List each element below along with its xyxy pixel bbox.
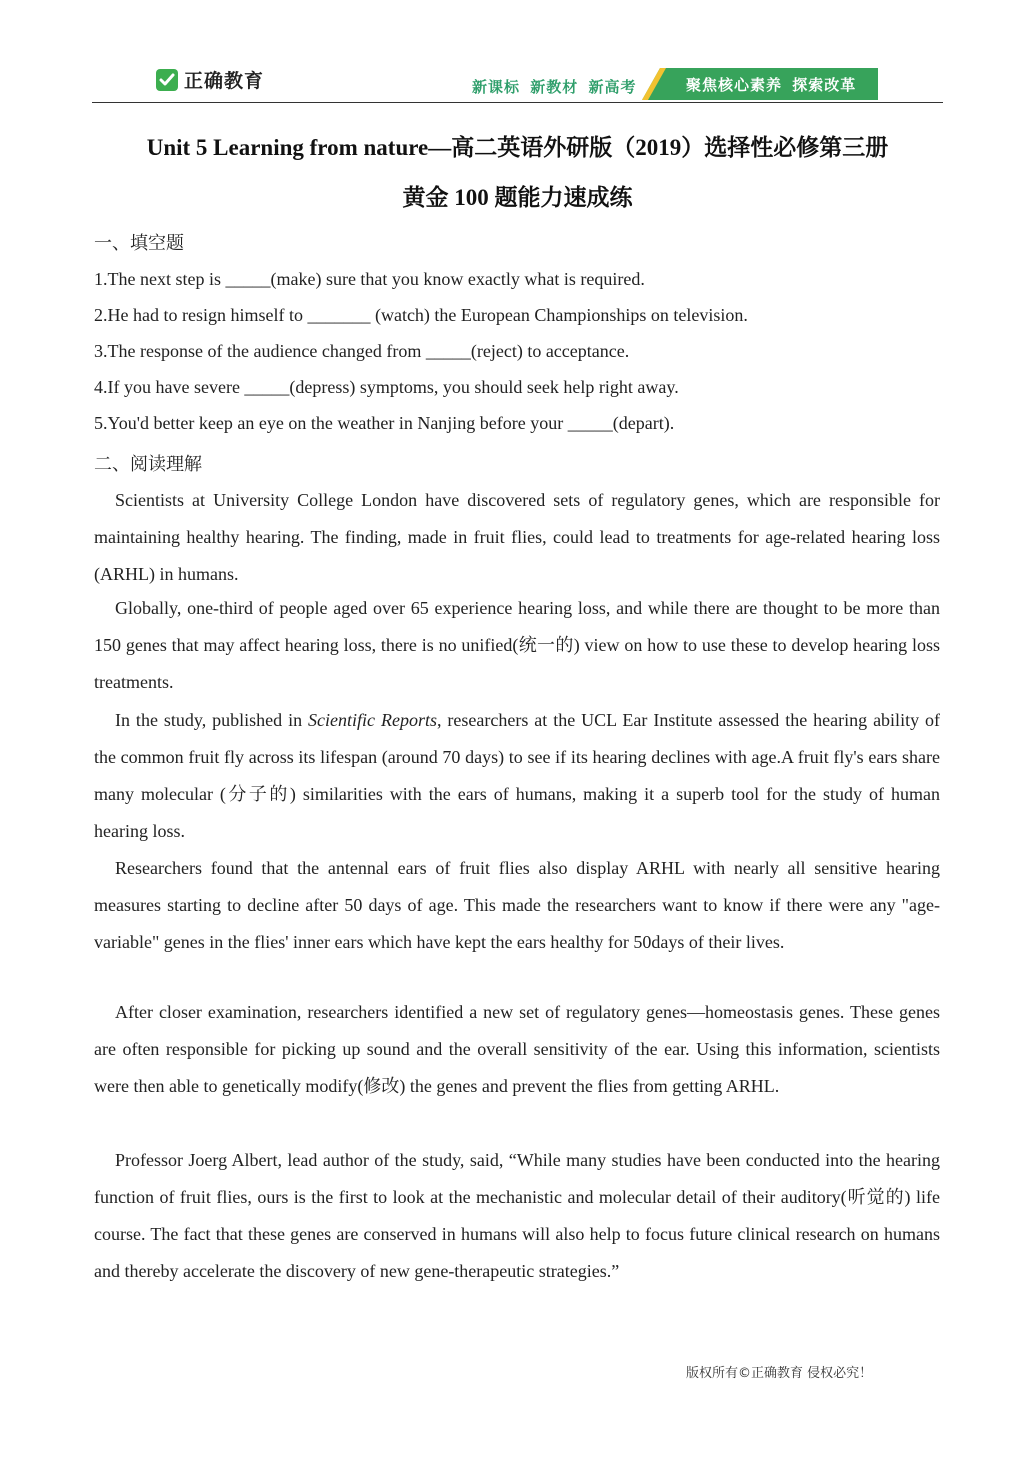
copyright-footer: 版权所有©正确教育 侵权必究！ [686,1366,873,1381]
reading-paragraph-5: After closer examination, researchers identified a new set of regulatory genes—homeostasis genes. These genes are often responsible for picking up sound and the overall sensitivity of the ear. Using this information, scientists were then able to genetically modify(修改) the genes and prevent the flies from getting ARHL. [94,1002,940,1096]
reading-paragraph-1: Scientists at University College London have discovered sets of regulatory genes, which are responsible for maintaining healthy hearing. The finding, made in fruit flies, could lead to treatments for age-related hearing loss (ARHL) in humans. [94,490,940,584]
question-4: 4.If you have severe _____(depress) symptoms, you should seek help right away. [94,377,679,397]
document-subtitle: 黄金 100 题能力速成练 [402,185,633,210]
slogan-banner [642,68,878,100]
journal-name: Scientific Reports [308,710,437,730]
page-header [92,62,943,104]
section-heading-fill-blank: 一、填空题 [94,233,184,253]
question-3: 3.The response of the audience changed from _____(reject) to acceptance. [94,341,630,361]
question-5: 5.You'd better keep an eye on the weather in Nanjing before your _____(depart). [94,413,675,433]
slogan-left: 新课标 新教材 新高考 [472,78,637,96]
reading-paragraph-4: Researchers found that the antennal ears of fruit flies also display ARHL with nearly all sensitive hearing measures starting to decline after 50 days of age. This made the researchers want to know if there were any "age-variable" genes in the flies' inner ears which have kept the ears healthy for 50days of their lives. [94,858,940,952]
reading-paragraph-3: In the study, published in Scientific Reports, researchers at the UCL Ear Institute assessed the hearing ability of the common fruit fly across its lifespan (around 70 days) to see if its hearing declines with age.A fruit fly's ears share many molecular (分子的) similarities with the ears of humans, making it a superb tool for the study of human hearing loss. [94,710,941,841]
section-heading-reading: 二、阅读理解 [94,454,202,474]
brand-name: 正确教育 [184,70,265,92]
question-1: 1.The next step is _____(make) sure that you know exactly what is required. [94,269,645,289]
checkmark-icon [156,69,178,91]
document-title: Unit 5 Learning from nature—高二英语外研版（2019）选择性必修第三册 [146,135,889,160]
question-2: 2.He had to resign himself to _______ (watch) the European Championships on television. [94,305,748,325]
header-divider [92,102,943,103]
brand-logo [156,66,264,93]
slogan-right: 聚焦核心素养 探索改革 [686,76,857,94]
reading-paragraph-2: Globally, one-third of people aged over 65 experience hearing loss, and while there are thought to be more than 150 genes that may affect hearing loss, there is no unified(统一的) view on how to use these to develop hearing loss treatments. [94,598,940,692]
reading-paragraph-6: Professor Joerg Albert, lead author of the study, said, “While many studies have been conducted into the hearing function of fruit flies, ours is the first to look at the mechanistic and molecular detail of their auditory(听觉的) life course. The fact that these genes are conserved in humans will also help to focus future clinical research on humans and thereby accelerate the discovery of new gene-therapeutic strategies.” [94,1150,940,1281]
